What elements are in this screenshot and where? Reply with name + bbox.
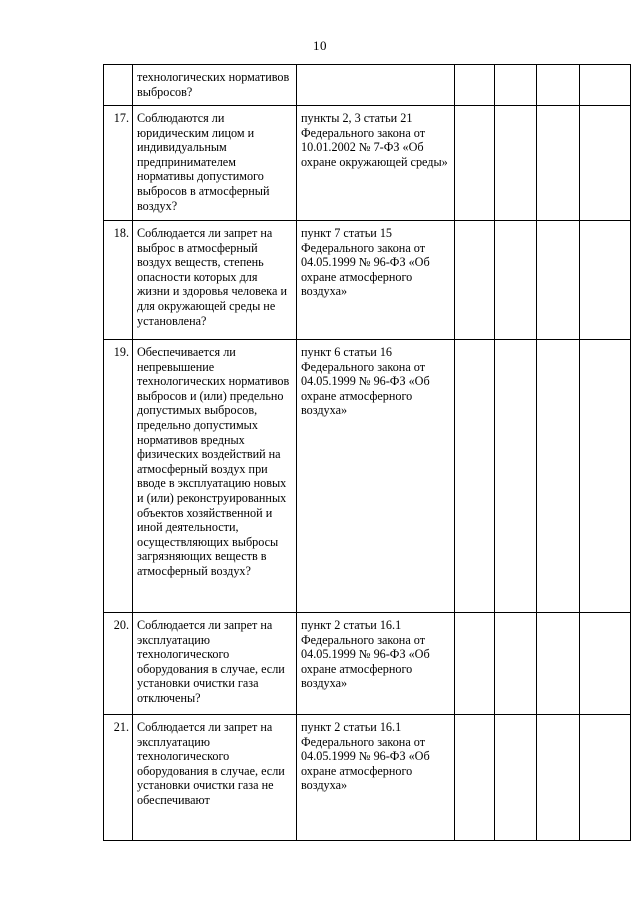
- legal-reference-cell: [297, 65, 455, 106]
- empty-cell: [580, 65, 631, 106]
- empty-cell: [495, 65, 537, 106]
- empty-cell: [537, 340, 580, 613]
- legal-reference-cell: пункт 2 статьи 16.1 Федерального закона от 04.05.1999 № 96-ФЗ «Об охране атмосферного воздуха»: [297, 613, 455, 715]
- empty-cell: [537, 715, 580, 841]
- question-cell: Соблюдаются ли юридическим лицом и индивидуальным предпринимателем нормативы допустимого выбросов в атмосферный воздух?: [133, 106, 297, 221]
- empty-cell: [580, 715, 631, 841]
- table-row: [104, 65, 631, 106]
- empty-cell: [455, 340, 495, 613]
- table-row: [104, 106, 631, 221]
- empty-cell: [455, 106, 495, 221]
- empty-cell: [537, 65, 580, 106]
- empty-cell: [455, 221, 495, 340]
- table-row: [104, 715, 631, 841]
- empty-cell: [455, 715, 495, 841]
- checklist-table: [103, 64, 631, 841]
- legal-reference-cell: пункты 2, 3 статьи 21 Федерального закона от 10.01.2002 № 7-ФЗ «Об охране окружающей среды»: [297, 106, 455, 221]
- empty-cell: [495, 340, 537, 613]
- row-number-cell: 17.: [104, 106, 133, 221]
- empty-cell: [455, 613, 495, 715]
- empty-cell: [495, 106, 537, 221]
- empty-cell: [537, 613, 580, 715]
- row-number-cell: 21.: [104, 715, 133, 841]
- row-number-cell: 19.: [104, 340, 133, 613]
- table-row: [104, 613, 631, 715]
- row-number-cell: 20.: [104, 613, 133, 715]
- page-number: 10: [313, 38, 327, 53]
- empty-cell: [580, 340, 631, 613]
- empty-cell: [495, 221, 537, 340]
- empty-cell: [580, 221, 631, 340]
- question-cell: Обеспечивается ли непревышение технологических нормативов выбросов и (или) предельно допустимых выбросов, предельно допустимых нормативов вредных физических воздействий на атмосферный воздух при вводе в эксплуатацию новых и (или) реконструированных объектов хозяйственной и иной деятельности, осуществляющих выбросы загрязняющих веществ в атмосферный воздух?: [133, 340, 297, 613]
- legal-reference-cell: пункт 7 статьи 15 Федерального закона от 04.05.1999 № 96-ФЗ «Об охране атмосферного воздуха»: [297, 221, 455, 340]
- empty-cell: [580, 106, 631, 221]
- empty-cell: [537, 106, 580, 221]
- empty-cell: [580, 613, 631, 715]
- row-number-cell: [104, 65, 133, 106]
- empty-cell: [455, 65, 495, 106]
- legal-reference-cell: пункт 2 статьи 16.1 Федерального закона от 04.05.1999 № 96-ФЗ «Об охране атмосферного воздуха»: [297, 715, 455, 841]
- legal-reference-cell: пункт 6 статьи 16 Федерального закона от 04.05.1999 № 96-ФЗ «Об охране атмосферного воздуха»: [297, 340, 455, 613]
- question-cell: Соблюдается ли запрет на эксплуатацию технологического оборудования в случае, если установки очистки газа отключены?: [133, 613, 297, 715]
- question-cell: Соблюдается ли запрет на эксплуатацию технологического оборудования в случае, если установки очистки газа не обеспечивают: [133, 715, 297, 841]
- empty-cell: [537, 221, 580, 340]
- table-row: [104, 340, 631, 613]
- empty-cell: [495, 715, 537, 841]
- empty-cell: [495, 613, 537, 715]
- checklist-rows: [104, 65, 631, 841]
- question-cell: технологических нормативов выбросов?: [133, 65, 297, 106]
- row-number-cell: 18.: [104, 221, 133, 340]
- question-cell: Соблюдается ли запрет на выброс в атмосферный воздух веществ, степень опасности которых для жизни и здоровья человека и для окружающей среды не установлена?: [133, 221, 297, 340]
- table-row: [104, 221, 631, 340]
